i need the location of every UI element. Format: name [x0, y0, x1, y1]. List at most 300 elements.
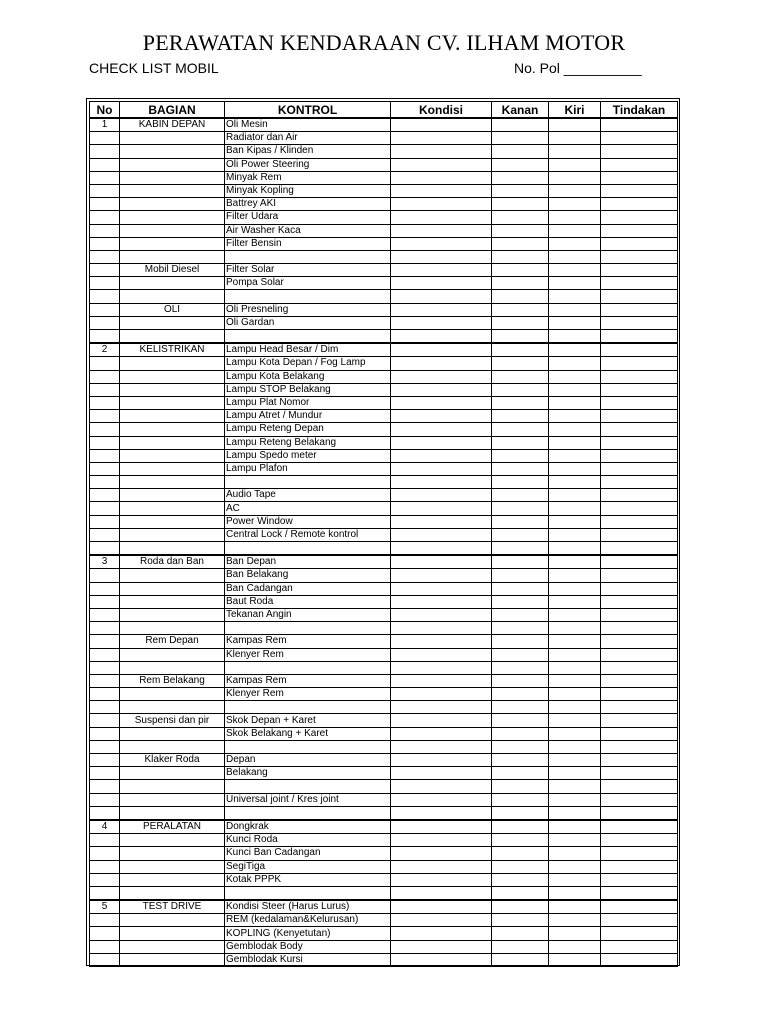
cell-kanan[interactable] [492, 608, 549, 621]
table-row [90, 528, 678, 541]
cell-kanan[interactable] [492, 714, 549, 727]
cell-no [90, 184, 120, 197]
cell-kiri[interactable] [549, 357, 601, 370]
cell-kiri[interactable] [549, 250, 601, 263]
cell-kanan[interactable] [492, 780, 549, 793]
cell-kanan[interactable] [492, 847, 549, 860]
cell-tindakan[interactable] [601, 264, 678, 277]
cell-kiri[interactable] [549, 370, 601, 383]
cell-bagian [120, 688, 225, 701]
cell-kondisi[interactable] [391, 132, 492, 145]
cell-kiri[interactable] [549, 740, 601, 753]
cell-tindakan[interactable] [601, 648, 678, 661]
cell-kiri[interactable] [549, 410, 601, 423]
cell-kontrol: KOPLING (Kenyetutan) [225, 927, 391, 940]
cell-bagian [120, 806, 225, 820]
cell-kanan[interactable] [492, 158, 549, 171]
cell-kanan[interactable] [492, 383, 549, 396]
cell-kiri[interactable] [549, 184, 601, 197]
cell-kanan[interactable] [492, 727, 549, 740]
cell-kondisi[interactable] [391, 436, 492, 449]
cell-kiri[interactable] [549, 648, 601, 661]
cell-tindakan[interactable] [601, 886, 678, 900]
cell-kiri[interactable] [549, 528, 601, 541]
cell-kiri[interactable] [549, 688, 601, 701]
cell-kanan[interactable] [492, 635, 549, 648]
cell-kondisi[interactable] [391, 860, 492, 873]
cell-tindakan[interactable] [601, 635, 678, 648]
cell-kanan[interactable] [492, 224, 549, 237]
cell-kondisi[interactable] [391, 927, 492, 940]
table-row [90, 847, 678, 860]
cell-kondisi[interactable] [391, 542, 492, 556]
cell-kanan[interactable] [492, 489, 549, 502]
cell-kiri[interactable] [549, 132, 601, 145]
cell-tindakan[interactable] [601, 370, 678, 383]
cell-kondisi[interactable] [391, 449, 492, 462]
cell-kontrol: Oli Power Steering [225, 158, 391, 171]
cell-bagian [120, 940, 225, 953]
cell-kanan[interactable] [492, 303, 549, 316]
cell-kanan[interactable] [492, 886, 549, 900]
cell-kondisi[interactable] [391, 357, 492, 370]
cell-kondisi[interactable] [391, 237, 492, 250]
cell-kondisi[interactable] [391, 489, 492, 502]
cell-kondisi[interactable] [391, 423, 492, 436]
cell-kanan[interactable] [492, 423, 549, 436]
cell-tindakan[interactable] [601, 396, 678, 409]
cell-kiri[interactable] [549, 635, 601, 648]
cell-tindakan[interactable] [601, 555, 678, 569]
table-row [90, 277, 678, 290]
cell-kiri[interactable] [549, 569, 601, 582]
cell-kiri[interactable] [549, 502, 601, 515]
cell-tindakan[interactable] [601, 436, 678, 449]
cell-no [90, 528, 120, 541]
cell-kondisi[interactable] [391, 900, 492, 914]
cell-kiri[interactable] [549, 224, 601, 237]
cell-tindakan[interactable] [601, 357, 678, 370]
cell-kiri[interactable] [549, 158, 601, 171]
cell-kondisi[interactable] [391, 410, 492, 423]
cell-kiri[interactable] [549, 727, 601, 740]
cell-kondisi[interactable] [391, 767, 492, 780]
cell-kondisi[interactable] [391, 661, 492, 674]
cell-kanan[interactable] [492, 436, 549, 449]
cell-kanan[interactable] [492, 118, 549, 132]
cell-kiri[interactable] [549, 515, 601, 528]
cell-tindakan[interactable] [601, 873, 678, 886]
cell-kondisi[interactable] [391, 277, 492, 290]
cell-bagian [120, 502, 225, 515]
cell-tindakan[interactable] [601, 674, 678, 687]
table-row [90, 184, 678, 197]
cell-kiri[interactable] [549, 264, 601, 277]
cell-kiri[interactable] [549, 462, 601, 475]
cell-kondisi[interactable] [391, 211, 492, 224]
cell-tindakan[interactable] [601, 410, 678, 423]
cell-tindakan[interactable] [601, 767, 678, 780]
cell-kondisi[interactable] [391, 820, 492, 834]
cell-kiri[interactable] [549, 847, 601, 860]
column-header-kiri: Kiri [549, 102, 601, 119]
cell-kanan[interactable] [492, 290, 549, 303]
table-row [90, 873, 678, 886]
cell-bagian [120, 648, 225, 661]
cell-kondisi[interactable] [391, 582, 492, 595]
table-row [90, 555, 678, 569]
cell-kondisi[interactable] [391, 290, 492, 303]
cell-kiri[interactable] [549, 237, 601, 250]
table-row [90, 436, 678, 449]
cell-tindakan[interactable] [601, 927, 678, 940]
cell-tindakan[interactable] [601, 462, 678, 475]
cell-kiri[interactable] [549, 793, 601, 806]
cell-kanan[interactable] [492, 357, 549, 370]
table-row [90, 953, 678, 966]
cell-tindakan[interactable] [601, 330, 678, 344]
cell-kiri[interactable] [549, 940, 601, 953]
cell-kondisi[interactable] [391, 462, 492, 475]
cell-tindakan[interactable] [601, 158, 678, 171]
cell-tindakan[interactable] [601, 953, 678, 966]
cell-kondisi[interactable] [391, 528, 492, 541]
cell-tindakan[interactable] [601, 132, 678, 145]
cell-kondisi[interactable] [391, 953, 492, 966]
cell-kondisi[interactable] [391, 622, 492, 635]
cell-kiri[interactable] [549, 118, 601, 132]
cell-kanan[interactable] [492, 343, 549, 357]
cell-kondisi[interactable] [391, 688, 492, 701]
cell-kiri[interactable] [549, 316, 601, 329]
cell-kondisi[interactable] [391, 502, 492, 515]
cell-kondisi[interactable] [391, 674, 492, 687]
cell-kondisi[interactable] [391, 250, 492, 263]
cell-kiri[interactable] [549, 661, 601, 674]
cell-tindakan[interactable] [601, 145, 678, 158]
cell-kanan[interactable] [492, 396, 549, 409]
cell-kanan[interactable] [492, 661, 549, 674]
cell-tindakan[interactable] [601, 780, 678, 793]
cell-kanan[interactable] [492, 237, 549, 250]
cell-tindakan[interactable] [601, 528, 678, 541]
cell-kiri[interactable] [549, 595, 601, 608]
cell-tindakan[interactable] [601, 701, 678, 714]
cell-kondisi[interactable] [391, 806, 492, 820]
cell-kondisi[interactable] [391, 330, 492, 344]
cell-tindakan[interactable] [601, 224, 678, 237]
cell-kiri[interactable] [549, 767, 601, 780]
cell-kiri[interactable] [549, 674, 601, 687]
cell-tindakan[interactable] [601, 250, 678, 263]
cell-kondisi[interactable] [391, 740, 492, 753]
cell-kiri[interactable] [549, 754, 601, 767]
cell-kiri[interactable] [549, 900, 601, 914]
cell-bagian: TEST DRIVE [120, 900, 225, 914]
cell-tindakan[interactable] [601, 303, 678, 316]
cell-tindakan[interactable] [601, 940, 678, 953]
cell-kiri[interactable] [549, 396, 601, 409]
cell-kanan[interactable] [492, 873, 549, 886]
cell-tindakan[interactable] [601, 502, 678, 515]
cell-kanan[interactable] [492, 595, 549, 608]
cell-kondisi[interactable] [391, 608, 492, 621]
cell-tindakan[interactable] [601, 714, 678, 727]
cell-kiri[interactable] [549, 476, 601, 489]
cell-kiri[interactable] [549, 873, 601, 886]
cell-kanan[interactable] [492, 820, 549, 834]
cell-bagian: Klaker Roda [120, 754, 225, 767]
cell-bagian [120, 211, 225, 224]
cell-kanan[interactable] [492, 264, 549, 277]
table-row [90, 900, 678, 914]
cell-tindakan[interactable] [601, 754, 678, 767]
cell-kiri[interactable] [549, 927, 601, 940]
cell-kanan[interactable] [492, 184, 549, 197]
cell-tindakan[interactable] [601, 383, 678, 396]
cell-tindakan[interactable] [601, 793, 678, 806]
table-row [90, 462, 678, 475]
cell-kondisi[interactable] [391, 145, 492, 158]
cell-kondisi[interactable] [391, 555, 492, 569]
cell-kondisi[interactable] [391, 714, 492, 727]
cell-kondisi[interactable] [391, 793, 492, 806]
cell-kondisi[interactable] [391, 396, 492, 409]
cell-kanan[interactable] [492, 674, 549, 687]
cell-tindakan[interactable] [601, 343, 678, 357]
cell-kondisi[interactable] [391, 224, 492, 237]
cell-kontrol: Ban Belakang [225, 569, 391, 582]
cell-tindakan[interactable] [601, 806, 678, 820]
cell-kiri[interactable] [549, 343, 601, 357]
cell-tindakan[interactable] [601, 608, 678, 621]
cell-bagian: Roda dan Ban [120, 555, 225, 569]
cell-tindakan[interactable] [601, 198, 678, 211]
cell-kanan[interactable] [492, 688, 549, 701]
cell-tindakan[interactable] [601, 727, 678, 740]
cell-tindakan[interactable] [601, 449, 678, 462]
cell-kiri[interactable] [549, 886, 601, 900]
cell-kiri[interactable] [549, 914, 601, 927]
cell-tindakan[interactable] [601, 688, 678, 701]
cell-kontrol: Audio Tape [225, 489, 391, 502]
cell-kiri[interactable] [549, 436, 601, 449]
cell-kondisi[interactable] [391, 595, 492, 608]
cell-kanan[interactable] [492, 648, 549, 661]
cell-kanan[interactable] [492, 277, 549, 290]
cell-tindakan[interactable] [601, 834, 678, 847]
cell-kondisi[interactable] [391, 727, 492, 740]
cell-kanan[interactable] [492, 502, 549, 515]
cell-tindakan[interactable] [601, 900, 678, 914]
cell-kondisi[interactable] [391, 648, 492, 661]
cell-tindakan[interactable] [601, 515, 678, 528]
cell-kanan[interactable] [492, 806, 549, 820]
cell-tindakan[interactable] [601, 237, 678, 250]
cell-kiri[interactable] [549, 582, 601, 595]
cell-kondisi[interactable] [391, 343, 492, 357]
cell-tindakan[interactable] [601, 860, 678, 873]
cell-kanan[interactable] [492, 793, 549, 806]
cell-kanan[interactable] [492, 171, 549, 184]
cell-no: 1 [90, 118, 120, 132]
cell-kiri[interactable] [549, 198, 601, 211]
cell-tindakan[interactable] [601, 622, 678, 635]
cell-kanan[interactable] [492, 740, 549, 753]
cell-tindakan[interactable] [601, 914, 678, 927]
cell-kanan[interactable] [492, 528, 549, 541]
cell-tindakan[interactable] [601, 582, 678, 595]
cell-bagian [120, 436, 225, 449]
cell-kondisi[interactable] [391, 171, 492, 184]
cell-kanan[interactable] [492, 462, 549, 475]
cell-tindakan[interactable] [601, 171, 678, 184]
cell-tindakan[interactable] [601, 184, 678, 197]
cell-kondisi[interactable] [391, 873, 492, 886]
cell-no [90, 264, 120, 277]
cell-kondisi[interactable] [391, 198, 492, 211]
cell-kanan[interactable] [492, 211, 549, 224]
cell-tindakan[interactable] [601, 569, 678, 582]
plate-number-field: No. Pol __________ [514, 60, 642, 76]
cell-kiri[interactable] [549, 145, 601, 158]
cell-kanan[interactable] [492, 316, 549, 329]
cell-kondisi[interactable] [391, 515, 492, 528]
cell-kiri[interactable] [549, 290, 601, 303]
cell-no [90, 357, 120, 370]
cell-kiri[interactable] [549, 383, 601, 396]
cell-kiri[interactable] [549, 701, 601, 714]
table-row [90, 502, 678, 515]
cell-kanan[interactable] [492, 569, 549, 582]
cell-kondisi[interactable] [391, 914, 492, 927]
cell-kondisi[interactable] [391, 635, 492, 648]
cell-kiri[interactable] [549, 423, 601, 436]
cell-kanan[interactable] [492, 555, 549, 569]
cell-tindakan[interactable] [601, 661, 678, 674]
cell-kiri[interactable] [549, 622, 601, 635]
cell-kiri[interactable] [549, 820, 601, 834]
cell-bagian [120, 476, 225, 489]
cell-kiri[interactable] [549, 780, 601, 793]
cell-bagian [120, 132, 225, 145]
cell-tindakan[interactable] [601, 542, 678, 556]
cell-no [90, 303, 120, 316]
cell-kondisi[interactable] [391, 316, 492, 329]
cell-kondisi[interactable] [391, 370, 492, 383]
cell-tindakan[interactable] [601, 277, 678, 290]
cell-kontrol: Lampu Kota Belakang [225, 370, 391, 383]
cell-kondisi[interactable] [391, 754, 492, 767]
table-row [90, 542, 678, 556]
cell-no [90, 873, 120, 886]
cell-kiri[interactable] [549, 834, 601, 847]
cell-kondisi[interactable] [391, 184, 492, 197]
cell-kanan[interactable] [492, 940, 549, 953]
cell-kiri[interactable] [549, 806, 601, 820]
cell-kiri[interactable] [549, 449, 601, 462]
cell-kiri[interactable] [549, 555, 601, 569]
cell-kanan[interactable] [492, 542, 549, 556]
cell-kiri[interactable] [549, 860, 601, 873]
cell-kanan[interactable] [492, 330, 549, 344]
cell-kondisi[interactable] [391, 847, 492, 860]
cell-kanan[interactable] [492, 449, 549, 462]
cell-kanan[interactable] [492, 834, 549, 847]
cell-tindakan[interactable] [601, 290, 678, 303]
cell-kondisi[interactable] [391, 476, 492, 489]
cell-kondisi[interactable] [391, 264, 492, 277]
cell-kondisi[interactable] [391, 383, 492, 396]
cell-kiri[interactable] [549, 714, 601, 727]
cell-tindakan[interactable] [601, 740, 678, 753]
cell-kanan[interactable] [492, 860, 549, 873]
cell-kiri[interactable] [549, 542, 601, 556]
cell-kondisi[interactable] [391, 834, 492, 847]
cell-kanan[interactable] [492, 582, 549, 595]
cell-kiri[interactable] [549, 171, 601, 184]
cell-kiri[interactable] [549, 277, 601, 290]
cell-kanan[interactable] [492, 145, 549, 158]
cell-kondisi[interactable] [391, 569, 492, 582]
cell-tindakan[interactable] [601, 476, 678, 489]
table-row [90, 396, 678, 409]
cell-kanan[interactable] [492, 198, 549, 211]
cell-kanan[interactable] [492, 701, 549, 714]
table-row [90, 383, 678, 396]
cell-kanan[interactable] [492, 900, 549, 914]
cell-bagian [120, 740, 225, 753]
cell-kanan[interactable] [492, 767, 549, 780]
cell-kiri[interactable] [549, 489, 601, 502]
table-row [90, 515, 678, 528]
cell-kiri[interactable] [549, 211, 601, 224]
cell-kanan[interactable] [492, 370, 549, 383]
cell-kontrol: Kondisi Steer (Harus Lurus) [225, 900, 391, 914]
cell-kanan[interactable] [492, 476, 549, 489]
cell-tindakan[interactable] [601, 118, 678, 132]
cell-kiri[interactable] [549, 608, 601, 621]
cell-kondisi[interactable] [391, 780, 492, 793]
cell-kanan[interactable] [492, 754, 549, 767]
cell-kontrol: Gemblodak Kursi [225, 953, 391, 966]
cell-kanan[interactable] [492, 132, 549, 145]
cell-kanan[interactable] [492, 250, 549, 263]
cell-kanan[interactable] [492, 927, 549, 940]
cell-kondisi[interactable] [391, 303, 492, 316]
cell-kondisi[interactable] [391, 158, 492, 171]
cell-kanan[interactable] [492, 622, 549, 635]
cell-tindakan[interactable] [601, 211, 678, 224]
cell-kanan[interactable] [492, 914, 549, 927]
cell-kanan[interactable] [492, 410, 549, 423]
cell-tindakan[interactable] [601, 489, 678, 502]
cell-kondisi[interactable] [391, 118, 492, 132]
cell-kiri[interactable] [549, 953, 601, 966]
cell-kiri[interactable] [549, 330, 601, 344]
cell-tindakan[interactable] [601, 847, 678, 860]
cell-tindakan[interactable] [601, 316, 678, 329]
cell-tindakan[interactable] [601, 595, 678, 608]
cell-kanan[interactable] [492, 515, 549, 528]
cell-kondisi[interactable] [391, 940, 492, 953]
cell-tindakan[interactable] [601, 820, 678, 834]
cell-kanan[interactable] [492, 953, 549, 966]
cell-kondisi[interactable] [391, 701, 492, 714]
cell-kondisi[interactable] [391, 886, 492, 900]
cell-kiri[interactable] [549, 303, 601, 316]
cell-tindakan[interactable] [601, 423, 678, 436]
